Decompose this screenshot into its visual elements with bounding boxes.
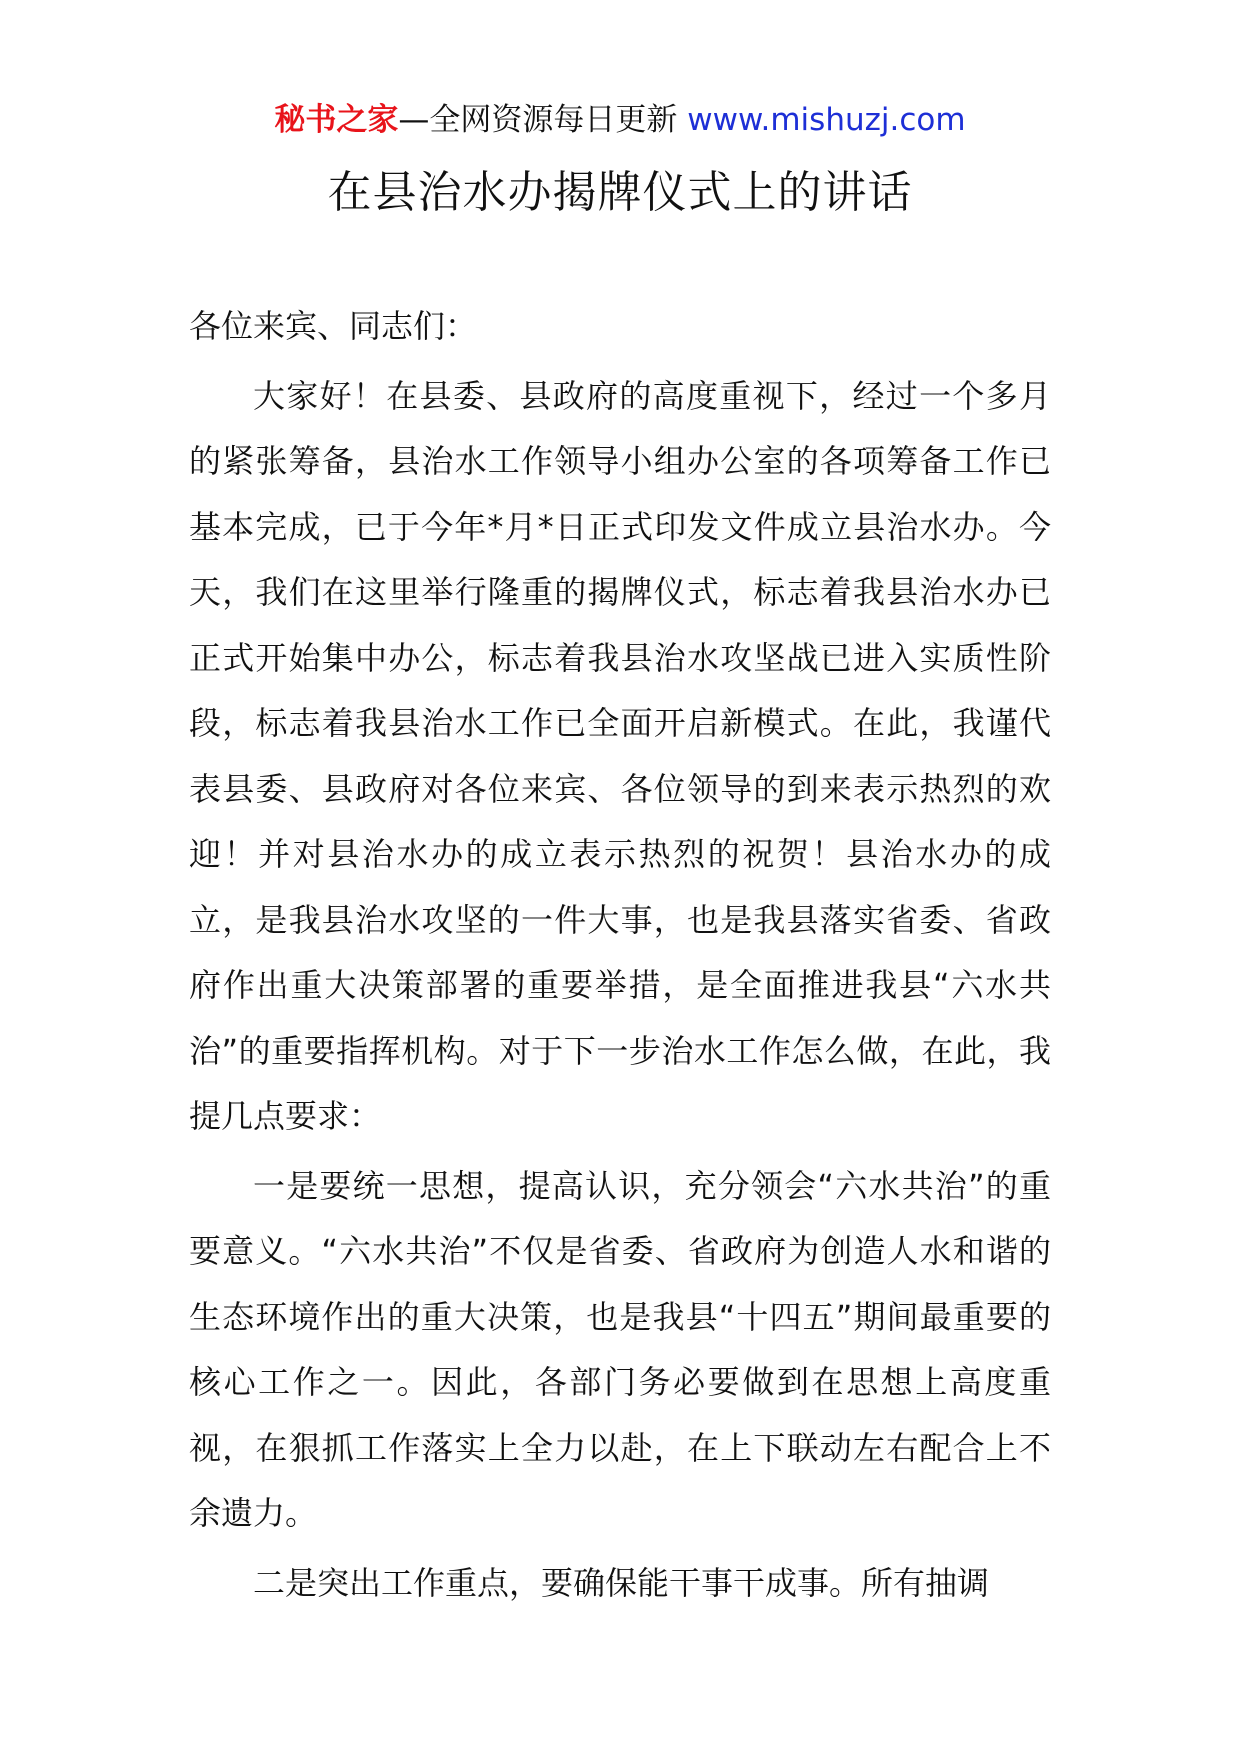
document-title: 在县治水办揭牌仪式上的讲话	[327, 167, 913, 218]
site-tagline: —全网资源每日更新	[398, 102, 688, 138]
paragraph-3: 二是突出工作重点，要确保能干事干成事。所有抽调	[253, 1563, 990, 1602]
paragraph-1: 大家好！在县委、县政府的高度重视下，经过一个多月的紧张筹备，县治水工作领导小组办公室的各项筹备工作已基本完成，已于今年*月*日正式印发文件成立县治水办。今天，我们在这里举行隆重的揭牌仪式，标志着我县治水办已正式开始集中办公，标志着我县治水攻坚战已进入实质性阶段，标志着我县治水工作已全面开启新模式。在此，我谨代表县委、县政府对各位来宾、各位领导的到来表示热烈的欢迎！并对县治水办的成立表示热烈的祝贺！县治水办的成立，是我县治水攻坚的一件大事，也是我县落实省委、省政府作出重大决策部署的重要举措，是全面推进我县“六水共治”的重要指挥机构。对于下一步治水工作怎么做，在此，我提几点要求：	[189, 376, 1051, 1135]
document-body	[189, 294, 1051, 1616]
salutation: 各位来宾、同志们：	[189, 307, 478, 345]
site-url[interactable]: www.mishuzj.com	[687, 102, 966, 138]
site-brand: 秘书之家	[274, 102, 399, 138]
site-header	[0, 100, 1240, 140]
paragraph-2: 一是要统一思想，提高认识，充分领会“六水共治”的重要意义。“六水共治”不仅是省委、省政府为创造人水和谐的生态环境作出的重大决策，也是我县“十四五”期间最重要的核心工作之一。因此，各部门务必要做到在思想上高度重视，在狠抓工作落实上全力以赴，在上下联动左右配合上不余遗力。	[189, 1166, 1051, 1532]
